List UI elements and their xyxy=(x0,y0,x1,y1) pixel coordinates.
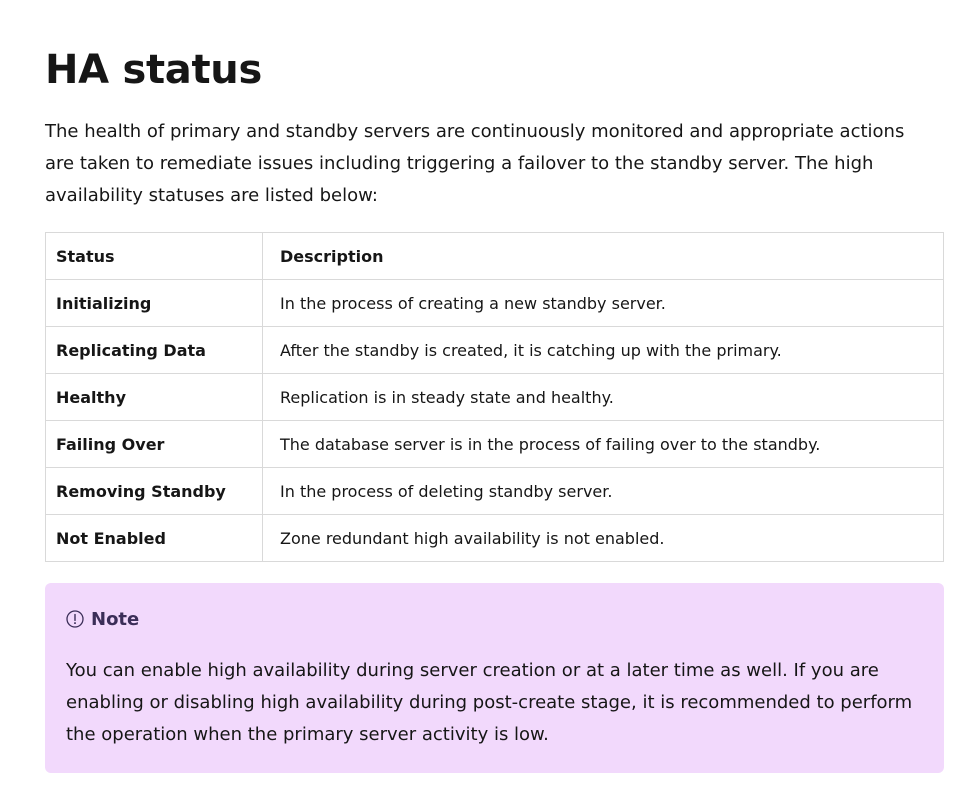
intro-paragraph: The health of primary and standby servers are continuously monitored and appropriate actions are taken to remediate issues including triggering a failover to the standby server. The high availability statuses are listed below: xyxy=(45,121,905,206)
note-callout xyxy=(45,583,944,773)
description-cell: Replication is in steady state and healthy. xyxy=(263,374,944,421)
table-row xyxy=(46,374,944,421)
status-cell: Replicating Data xyxy=(46,327,263,374)
info-circle-icon xyxy=(66,610,84,628)
note-body: You can enable high availability during server creation or at a later time as well. If you are enabling or disabling high availability during post-create stage, it is recommended to perform the operation when the primary server activity is low. xyxy=(66,660,913,745)
table-row xyxy=(46,280,944,327)
description-cell: In the process of deleting standby server. xyxy=(263,468,944,515)
note-title: Note xyxy=(91,608,140,630)
ha-status-table xyxy=(45,232,944,562)
column-header-status: Status xyxy=(46,233,263,280)
table-header-row xyxy=(46,233,944,280)
status-cell: Not Enabled xyxy=(46,515,263,562)
description-cell: In the process of creating a new standby server. xyxy=(263,280,944,327)
description-cell: Zone redundant high availability is not enabled. xyxy=(263,515,944,562)
note-header xyxy=(66,605,923,633)
table-row xyxy=(46,515,944,562)
table-row xyxy=(46,468,944,515)
status-cell: Initializing xyxy=(46,280,263,327)
status-cell: Healthy xyxy=(46,374,263,421)
column-header-description: Description xyxy=(263,233,944,280)
status-cell: Removing Standby xyxy=(46,468,263,515)
status-cell: Failing Over xyxy=(46,421,263,468)
page-title: HA status xyxy=(45,47,262,93)
description-cell: After the standby is created, it is catching up with the primary. xyxy=(263,327,944,374)
description-cell: The database server is in the process of failing over to the standby. xyxy=(263,421,944,468)
table-row xyxy=(46,327,944,374)
table-row xyxy=(46,421,944,468)
